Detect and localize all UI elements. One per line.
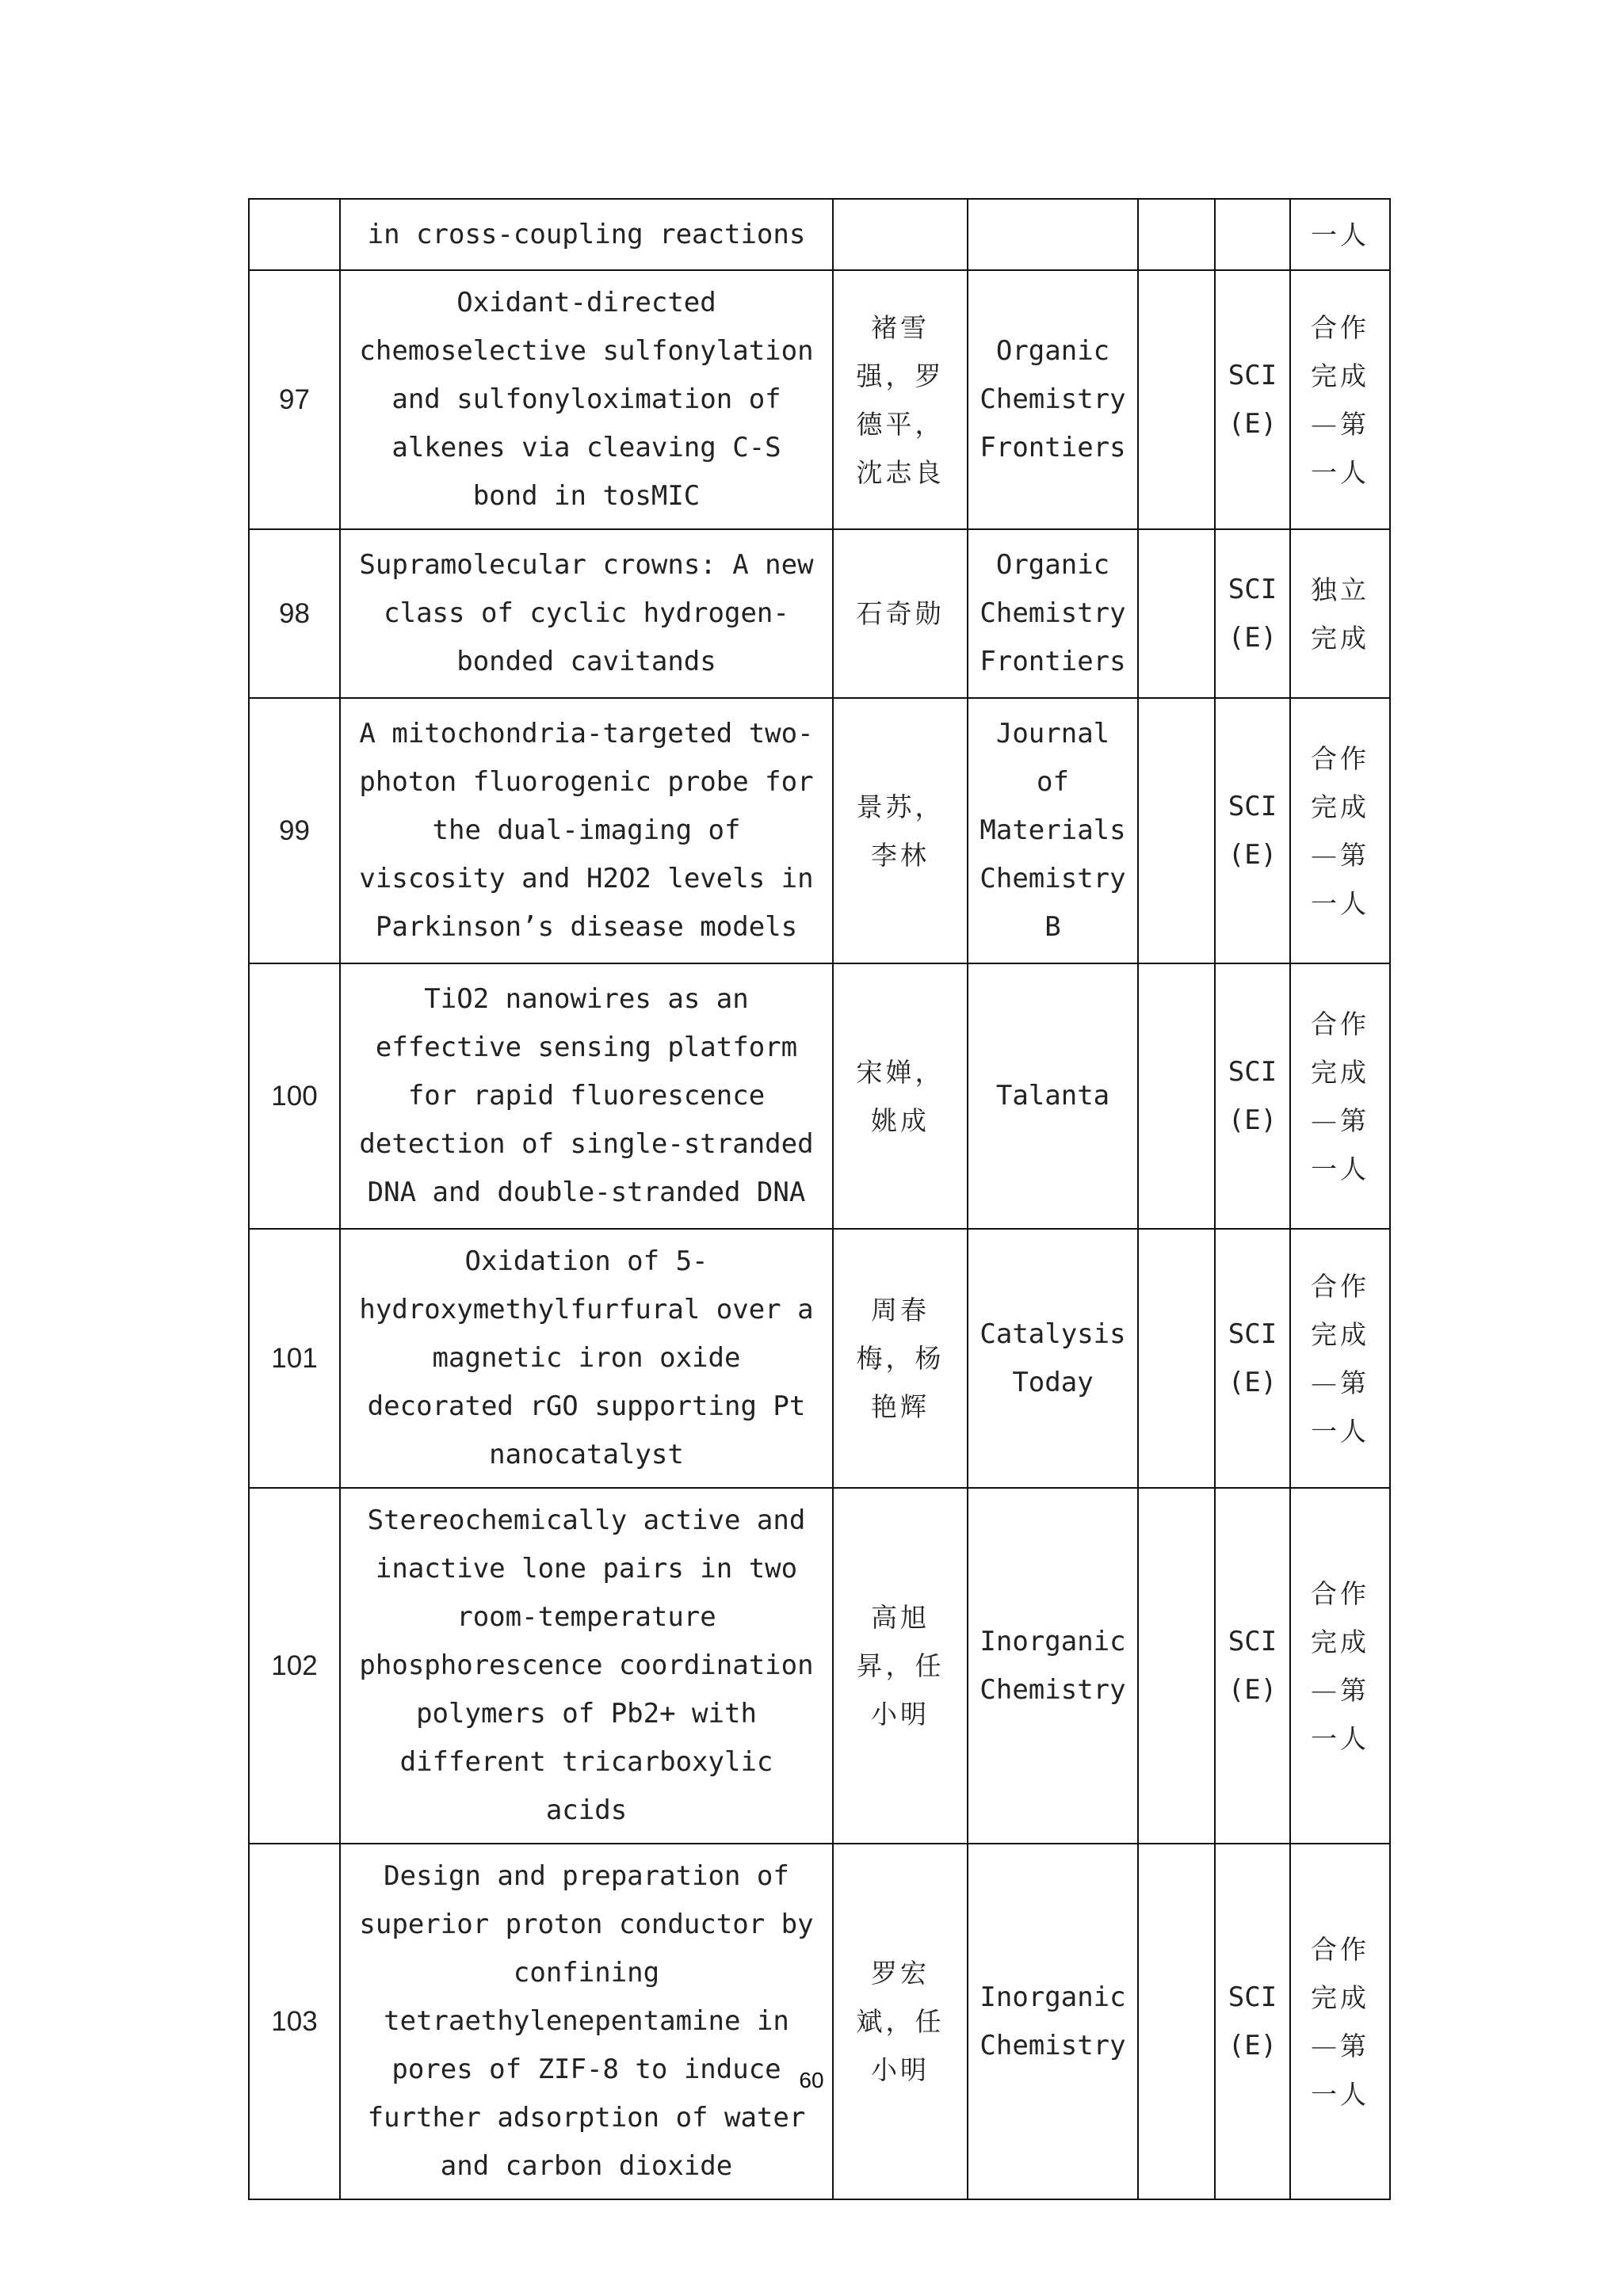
authors: 宋婵，姚成 [833,963,968,1229]
table-row [249,1844,1390,2199]
authors: 景苏，李林 [833,698,968,963]
journal: Organic Chemistry Frontiers [968,270,1138,529]
completion-role: 合作完成—第一人 [1290,698,1390,963]
row-number: 103 [249,1844,340,2199]
table-row [249,1488,1390,1844]
authors [833,199,968,270]
completion-role: 合作完成—第一人 [1290,963,1390,1229]
journal: Inorganic Chemistry [968,1844,1138,2199]
paper-title: Oxidant-directed chemoselective sulfonylation and sulfonyloximation of alkenes via cleaving C-S bond in tosMIC [340,270,833,529]
authors: 周春梅，杨艳辉 [833,1229,968,1488]
table-row [249,529,1390,698]
row-number: 99 [249,698,340,963]
empty-cell [1138,270,1215,529]
paper-title: TiO2 nanowires as an effective sensing platform for rapid fluorescence detection of single-stranded DNA and double-stranded DNA [340,963,833,1229]
index-type: SCI (E) [1215,1488,1290,1844]
row-number: 97 [249,270,340,529]
completion-role: 合作完成—第一人 [1290,1844,1390,2199]
paper-title: Oxidation of 5-hydroxymethylfurfural over a magnetic iron oxide decorated rGO supporting Pt nanocatalyst [340,1229,833,1488]
authors: 石奇勋 [833,529,968,698]
journal: Organic Chemistry Frontiers [968,529,1138,698]
row-number: 102 [249,1488,340,1844]
paper-title: A mitochondria-targeted two-photon fluorogenic probe for the dual-imaging of viscosity and H2O2 levels in Parkinson’s disease models [340,698,833,963]
table-row [249,963,1390,1229]
paper-title: in cross-coupling reactions [340,199,833,270]
table-row [249,1229,1390,1488]
paper-title: Supramolecular crowns: A new class of cyclic hydrogen-bonded cavitands [340,529,833,698]
journal: Journal of Materials Chemistry B [968,698,1138,963]
completion-role: 合作完成—第一人 [1290,1229,1390,1488]
paper-title: Design and preparation of superior proton conductor by confining tetraethylenepentamine in pores of ZIF-8 to induce further adsorption of water and carbon dioxide [340,1844,833,2199]
publications-table [248,198,1391,2200]
completion-role: 合作完成—第一人 [1290,1488,1390,1844]
page-number: 60 [799,2068,824,2092]
index-type: SCI (E) [1215,270,1290,529]
row-number [249,199,340,270]
empty-cell [1138,1844,1215,2199]
authors: 褚雪强，罗德平，沈志良 [833,270,968,529]
empty-cell [1138,1488,1215,1844]
index-type: SCI (E) [1215,698,1290,963]
table-row [249,199,1390,270]
table-row [249,698,1390,963]
journal: Talanta [968,963,1138,1229]
empty-cell [1138,529,1215,698]
completion-role: 独立完成 [1290,529,1390,698]
journal: Catalysis Today [968,1229,1138,1488]
row-number: 98 [249,529,340,698]
empty-cell [1138,963,1215,1229]
table-row [249,270,1390,529]
completion-role: 一人 [1290,199,1390,270]
authors: 罗宏斌，任小明 [833,1844,968,2199]
completion-role: 合作完成—第一人 [1290,270,1390,529]
row-number: 101 [249,1229,340,1488]
index-type [1215,199,1290,270]
authors: 高旭昇，任小明 [833,1488,968,1844]
row-number: 100 [249,963,340,1229]
index-type: SCI (E) [1215,529,1290,698]
index-type: SCI (E) [1215,963,1290,1229]
empty-cell [1138,698,1215,963]
empty-cell [1138,199,1215,270]
index-type: SCI (E) [1215,1844,1290,2199]
index-type: SCI (E) [1215,1229,1290,1488]
paper-title: Stereochemically active and inactive lone pairs in two room-temperature phosphorescence coordination polymers of Pb2+ with different tricarboxylic acids [340,1488,833,1844]
journal: Inorganic Chemistry [968,1488,1138,1844]
empty-cell [1138,1229,1215,1488]
journal [968,199,1138,270]
